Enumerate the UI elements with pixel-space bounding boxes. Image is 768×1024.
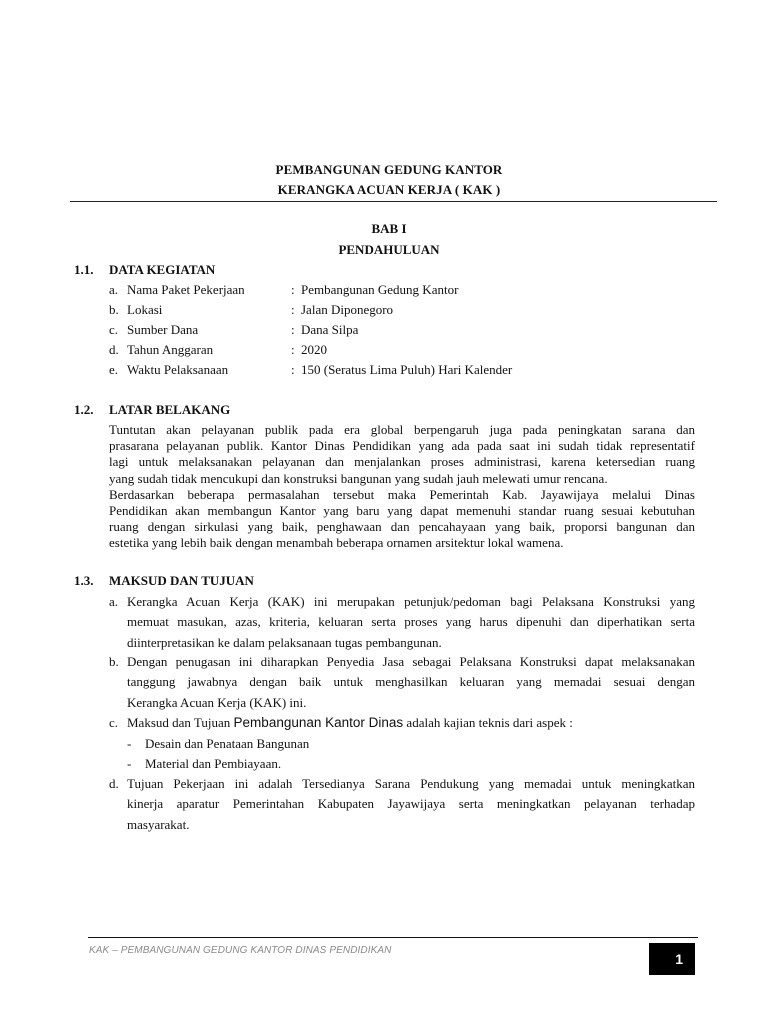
data-colon: : [291,282,295,297]
list-letter: a. [109,594,119,609]
data-colon: : [291,322,295,337]
header-divider [70,201,717,202]
sub-item-text: Desain dan Penataan Bangunan [145,736,310,751]
item-line: Tujuan Pekerjaan ini adalah Tersedianya Sarana Pendukung yang memadai untuk meningkatkan [127,776,695,791]
item-emphasis: Pembangunan Kantor Dinas [233,715,404,730]
data-key: Waktu Pelaksanaan [127,362,229,377]
page-number [649,943,695,975]
data-key: Lokasi [127,302,163,317]
dash-bullet: - [127,736,132,751]
data-colon: : [291,342,295,357]
item-line: memuat masukan, azas, kriteria, keluaran serta proses yang harus dipenuhi dan diperhatikan serta [127,614,695,630]
paragraph-line: estetika yang lebih baik dengan menambah beberapa ornamen arsitektur lokal wamena. [109,535,564,551]
paragraph-line: Berdasarkan beberapa permasalahan tersebut maka Pemerintah Kab. Jayawijaya melalui Dinas [109,486,695,502]
data-value: Dana Silpa [301,322,359,337]
data-key: Tahun Anggaran [127,342,214,357]
document-title: PEMBANGUNAN GEDUNG KANTOR [275,162,503,177]
chapter-number: BAB I [371,221,407,236]
data-value: Jalan Diponegoro [301,302,394,317]
sub-item-text: Material dan Pembiayaan. [145,756,282,771]
item-line: masyarakat. [127,816,190,832]
document-subtitle: KERANGKA ACUAN KERJA ( KAK ) [277,182,501,197]
data-colon: : [291,302,295,317]
data-value: 2020 [301,342,327,357]
list-letter: c. [109,715,119,730]
list-letter: e. [109,362,119,377]
item-text: Maksud dan Tujuan [127,715,234,730]
data-row-sumber-dana [109,322,709,342]
paragraph-line: yang sudah tidak mencukupi dan konstruksi bangunan yang sudah jauh melewati umur rencana. [109,470,608,486]
item-line: kinerja aparatur Pemerintahan Kabupaten Jayawijaya serta meningkatkan pelayanan terhadap [127,796,695,812]
list-letter: b. [109,302,119,317]
list-letter: b. [109,654,119,669]
chapter-title: PENDAHULUAN [338,242,440,257]
section-number-1-3: 1.3. [74,573,94,588]
section-number-1-2: 1.2. [74,402,94,417]
data-row-waktu-pelaksanaan [109,362,709,382]
data-row-nama-paket [109,282,709,302]
item-text: adalah kajian teknis dari aspek : [403,715,573,730]
section-heading-data-kegiatan: DATA KEGIATAN [109,262,216,277]
latar-belakang-paragraph [109,422,695,552]
data-key: Nama Paket Pekerjaan [127,282,245,297]
item-line: Dengan penugasan ini diharapkan Penyedia Jasa sebagai Pelaksana Konstruksi dapat melaksanakan [127,654,695,669]
dash-bullet: - [127,756,132,771]
data-value: 150 (Seratus Lima Puluh) Hari Kalender [301,362,513,377]
paragraph-line: lagi untuk melaksanakan pelayanan dan menjalankan proses administrasi, karena ketersedian ruang [109,454,695,470]
list-letter: c. [109,322,119,337]
item-line: diinterpretasikan ke dalam pelaksanaan tugas pembangunan. [127,634,442,650]
item-line: tanggung jawabnya dengan baik untuk menghasilkan keluaran yang memadai sesuai dengan [127,674,695,690]
footer-divider [88,937,698,938]
item-line: Kerangka Acuan Kerja (KAK) ini. [127,694,307,710]
section-heading-maksud-tujuan: MAKSUD DAN TUJUAN [109,573,254,588]
section-heading-latar-belakang: LATAR BELAKANG [109,402,231,417]
item-line: Kerangka Acuan Kerja (KAK) ini merupakan petunjuk/pedoman bagi Pelaksana Konstruksi yang [127,594,695,609]
list-letter: a. [109,282,119,297]
data-row-lokasi [109,302,709,322]
list-letter: d. [109,342,119,357]
data-colon: : [291,362,295,377]
paragraph-line: ruang dengan sirkulasi yang baik, penghawaan dan pencahayaan yang baik, proporsi bangunan dan [109,519,695,535]
footer-text: KAK – PEMBANGUNAN GEDUNG KANTOR DINAS PENDIDIKAN [89,945,392,956]
paragraph-line: Pendidikan akan membangun Kantor yang baru yang dapat memenuhi standar ruang sesuai kebutuhan [109,502,695,518]
data-row-tahun-anggaran [109,342,709,362]
list-letter: d. [109,776,119,791]
item-line [127,713,695,733]
paragraph-line: Tuntutan akan pelayanan publik pada era global berpengaruh juga pada peningkatan sarana dan [109,422,695,437]
page-number-label: 1 [675,951,683,967]
data-value: Pembangunan Gedung Kantor [301,282,459,297]
data-key: Sumber Dana [127,322,199,337]
section-number-1-1: 1.1. [74,262,94,277]
paragraph-line: prasarana pelayanan publik. Kantor Dinas Pendidikan yang ada pada saat ini sudah tidak representatif [109,438,695,454]
